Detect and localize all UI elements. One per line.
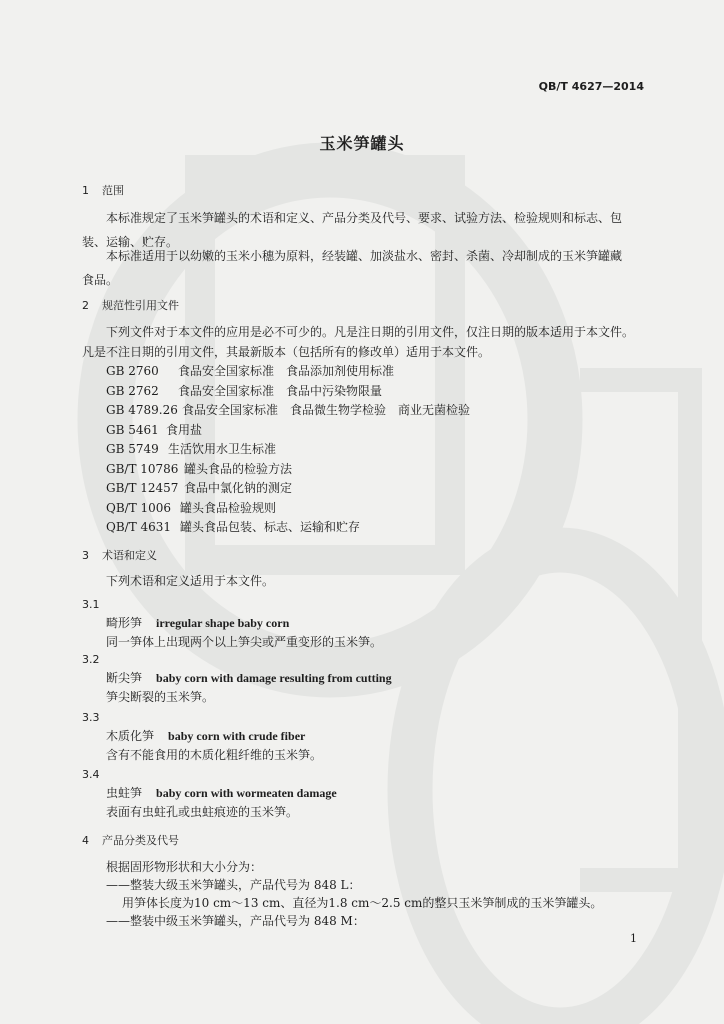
paragraph-line: 食品。 (82, 273, 119, 287)
reference-item (106, 480, 292, 496)
reference-title: 罐头食品检验规则 (180, 501, 277, 515)
section-heading-3 (82, 548, 157, 564)
term-definition: 笋尖断裂的玉米笋。 (106, 690, 215, 704)
reference-code: QB/T 1006 (106, 501, 172, 515)
reference-code: GB 5749 (106, 442, 159, 456)
term-en: baby corn with wormeaten damage (156, 786, 337, 800)
term-number: 3.2 (82, 653, 100, 666)
section-number: 1 (82, 184, 89, 197)
reference-item (106, 383, 382, 399)
section-title: 产品分类及代号 (102, 834, 179, 847)
term-en: irregular shape baby corn (156, 616, 290, 630)
reference-title: 食品安全国家标准 食品微生物学检验 商业无菌检验 (182, 403, 471, 417)
reference-item (106, 441, 276, 457)
list-item-detail: 用笋体长度为10 cm～13 cm、直径为1.8 cm～2.5 cm的整只玉米笋制成的玉米笋罐头。 (122, 896, 603, 910)
reference-code: GB/T 12457 (106, 481, 179, 495)
term-definition: 同一笋体上出现两个以上笋尖或严重变形的玉米笋。 (106, 635, 383, 649)
paragraph-line: 本标准规定了玉米笋罐头的术语和定义、产品分类及代号、要求、试验方法、检验规则和标志、包 (106, 211, 623, 225)
section-number: 4 (82, 834, 89, 847)
reference-title: 罐头食品的检验方法 (184, 462, 293, 476)
section-title: 术语和定义 (102, 549, 157, 562)
section-title: 范围 (102, 184, 124, 197)
section-number: 3 (82, 549, 89, 562)
paragraph-line: 装、运输、贮存。 (82, 235, 179, 249)
list-item: ——整装中级玉米笋罐头，产品代号为 848 M： (106, 914, 365, 928)
reference-code: GB/T 10786 (106, 462, 179, 476)
reference-item (106, 519, 360, 535)
reference-title: 生活饮用水卫生标准 (168, 442, 277, 456)
reference-code: GB 2760 (106, 364, 159, 378)
document-title: 玉米笋罐头 (319, 134, 405, 153)
reference-title: 食品中氯化钠的测定 (184, 481, 293, 495)
term-definition: 含有不能食用的木质化粗纤维的玉米笋。 (106, 748, 323, 762)
standard-code: QB/T 4627—2014 (538, 80, 644, 93)
paragraph-line: 下列术语和定义适用于本文件。 (106, 574, 275, 588)
term-number: 3.3 (82, 711, 100, 724)
reference-code: GB 5461 (106, 423, 159, 437)
section-heading-1 (82, 183, 124, 199)
term-number: 3.1 (82, 598, 100, 611)
section-heading-2 (82, 298, 179, 314)
term-zh: 断尖笋 (106, 671, 143, 685)
reference-item (106, 402, 470, 418)
reference-title: 食品安全国家标准 食品中污染物限量 (178, 384, 383, 398)
reference-code: QB/T 4631 (106, 520, 172, 534)
reference-item (106, 500, 276, 516)
term-zh: 虫蛀笋 (106, 786, 143, 800)
term-heading (106, 615, 289, 631)
reference-item (106, 461, 292, 477)
paragraph-line: 凡是不注日期的引用文件，其最新版本（包括所有的修改单）适用于本文件。 (82, 345, 491, 359)
reference-item (106, 363, 394, 379)
term-en: baby corn with crude fiber (168, 729, 306, 743)
reference-title: 罐头食品包装、标志、运输和贮存 (180, 520, 361, 534)
paragraph-line: 下列文件对于本文件的应用是必不可少的。凡是注日期的引用文件，仅注日期的版本适用于本文件。 (106, 325, 635, 339)
term-definition: 表面有虫蛀孔或虫蛀痕迹的玉米笋。 (106, 805, 299, 819)
reference-item (106, 422, 202, 438)
term-zh: 木质化笋 (106, 729, 155, 743)
reference-title: 食用盐 (166, 423, 203, 437)
term-number: 3.4 (82, 768, 100, 781)
section-heading-4 (82, 833, 179, 849)
reference-code: GB 4789.26 (106, 403, 178, 417)
paragraph-line: 本标准适用于以幼嫩的玉米小穗为原料，经装罐、加淡盐水、密封、杀菌、冷却制成的玉米笋罐藏 (106, 249, 623, 263)
section-number: 2 (82, 299, 89, 312)
reference-code: GB 2762 (106, 384, 159, 398)
term-en: baby corn with damage resulting from cutting (156, 671, 392, 685)
paragraph-line: 根据固形物形状和大小分为： (106, 860, 263, 874)
term-heading (106, 670, 392, 686)
list-item: ——整装大级玉米笋罐头，产品代号为 848 L： (106, 878, 361, 892)
section-title: 规范性引用文件 (102, 299, 179, 312)
page-number: 1 (630, 932, 637, 945)
term-zh: 畸形笋 (106, 616, 143, 630)
reference-title: 食品安全国家标准 食品添加剂使用标准 (178, 364, 395, 378)
term-heading (106, 785, 337, 801)
term-heading (106, 728, 305, 744)
